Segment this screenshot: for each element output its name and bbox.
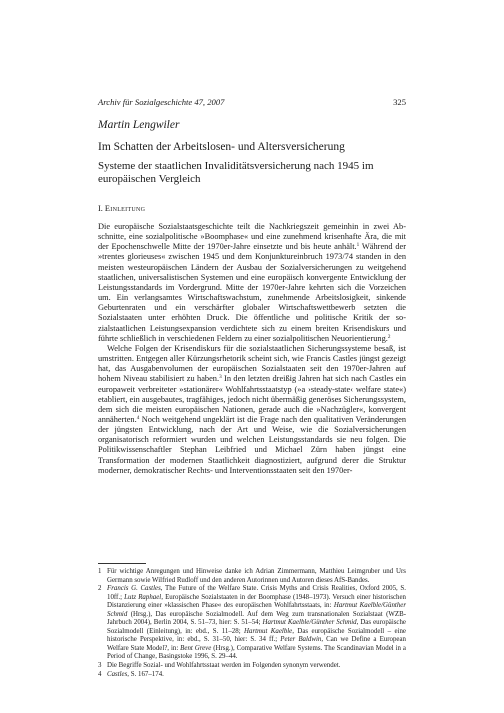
body-text (98, 222, 406, 476)
footnote-text: Für wichtige Anregungen und Hinweise danke ich Adrian Zimmermann, Matthieu Leimgruber und Urs Germann sowie Wilfried Rudloff und den anderen Autorinnen und Autoren dieses AfS-Bandes. (107, 568, 406, 584)
paragraph: Die europäische Sozialstaatsgeschichte teilt die Nachkriegszeit gemeinhin in zwei Abschnitte, eine sozialpolitische »Boomphase« und eine zunehmend krisenhafte Ära, die mit der Epochenschwelle Mitte der 1970er-Jahre einsetzte und bis heute anhält.$^1$ Während der »trentes glorieuses« zwischen 1945 und dem Konjunktureinbruch 1973/74 standen in den meisten westeuropäischen Ländern der Ausbau der Sozialversicherungen zu weitgehend staatlichen, universalistischen Systemen und eine europäisch konvergente Entwicklung der Leistungsstandards im Vordergrund. Mitte der 1970er-Jahre kehrten sich die Vorzeichen um. Ein verlangsamtes Wirtschaftswachstum, zunehmende Arbeitslosigkeit, sinkende Geburtenraten und ein verschärfter globaler Wirtschaftswettbewerb setzten die Sozialstaaten unter erhöhten Druck. Die öffentliche und politische Kritik der sozialstaatlichen Leistungsexpansion verdichtete sich zu einem breiten Krisendiskurs und führte schließlich in verschiedenen Feldern zu einer sozialpolitischen Neuorientierung.$^2$ (98, 222, 406, 343)
section-number: I. (98, 204, 103, 213)
footnote-ref[interactable]: 3 (219, 374, 222, 381)
article-author: Martin Lengwiler (98, 119, 180, 131)
footnote-number: 1 (98, 568, 102, 575)
journal-citation: Archiv für Sozialgeschichte 47, 2007 (98, 97, 225, 107)
footnote (98, 662, 406, 671)
section-title: Einleitung (104, 204, 146, 213)
paragraph: Welche Folgen der Krisendiskurs für die sozialstaatlichen Sicherungssysteme besaß, ist umstritten. Entgegen aller Kürzungsrhetorik scheint sich, wie Francis Castles jüngst gezeigt hat, das Ausgabenvolumen der europäischen Sozialstaaten seit den 1970er-Jahren auf hohem Niveau stabilisiert zu haben.$^3$ In den letzten dreißig Jahren hat sich nach Castles ein europaweit verbreiteter »stationärer« Wohlfahrtsstaatstyp (»a ›steady-state‹ welfare state«) etabliert, ein ausgebautes, tragfähiges, jedoch nicht übermäßig generöses Sicherungssystem, dem sich die meisten europäischen Nationen, gerade auch die »Nachzügler«, konvergent annäherten.$^4$ Noch weitgehend ungeklärt ist die Frage nach den qualitativen Veränderungen der jüngsten Entwicklung, nach der Art und Weise, wie die Sozialversicherungen organisatorisch reformiert wurden und welchen Leistungsstandards sie neu folgen. Die Politikwissenschaftler Stephan Leibfried und Michael Zürn haben jüngst eine Transformation der modernen Staatlichkeit diagnostiziert, aufgrund derer die Struktur moderner, demokratischer Rechts- und Interventionsstaaten seit den 1970er- (98, 343, 406, 475)
footnotes (98, 568, 406, 679)
footnote-number: 2 (98, 585, 102, 593)
footnote-ref[interactable]: 2 (387, 333, 391, 340)
footnote-ref[interactable]: 1 (356, 242, 360, 249)
footnote (98, 671, 406, 680)
footnote-number: 4 (98, 670, 102, 678)
footnote-text: Castles, S. 167–174. (107, 670, 164, 678)
running-header (98, 97, 406, 107)
footnote-text: Francis G. Castles, The Future of the Welfare State. Crisis Myths and Crisis Realities, Oxford 2005, S. 10ff.; Lutz Raphael, Europäische Sozialstaaten in der Boomphase (1948–1973). Versuch einer historischen Distanzierung einer »klassischen Phase« des europäischen Wohlfahrtsstaats, in: Hartmut Kaelble/Günther Schmid (Hrsg.), Das europäische Sozialmodell. Auf dem Weg zum transnationalen Sozialstaat (WZB-Jahrbuch 2004), Berlin 2004, S. 51–73, hier: S. 51–54; Hartmut Kaelble/Günther Schmid, Das europäische Sozialmodell (Einleitung), in: ebd., S. 11–28; Hartmut Kaelble, Das europäische Sozialmodell – eine historische Perspektive, in: ebd., S. 31–50, hier: S. 34 ff.; Peter Baldwin, Can we Define a European Welfare State Model?, in: Bent Greve (Hrsg.), Comparative Welfare Systems. The Scandinavian Model in a Period of Change, Basingstoke 1996, S. 29–44. (107, 585, 407, 661)
page-number: 325 (393, 97, 406, 107)
footnote-ref[interactable]: 4 (136, 414, 140, 421)
footnote (98, 585, 406, 662)
footnote-number: 3 (98, 662, 102, 670)
article-subtitle: Systeme der staatlichen Invaliditätsversicherung nach 1945 im europäischen Vergleich (98, 160, 374, 185)
footnote-text: Die Begriffe Sozial- und Wohlfahrtsstaat werden im Folgenden synonym verwendet. (107, 662, 341, 670)
article-title: Im Schatten der Arbeitslosen- und Altersversicherung (98, 141, 345, 153)
section-heading (98, 204, 145, 213)
footnote (98, 568, 406, 585)
footnote-divider (98, 563, 146, 564)
